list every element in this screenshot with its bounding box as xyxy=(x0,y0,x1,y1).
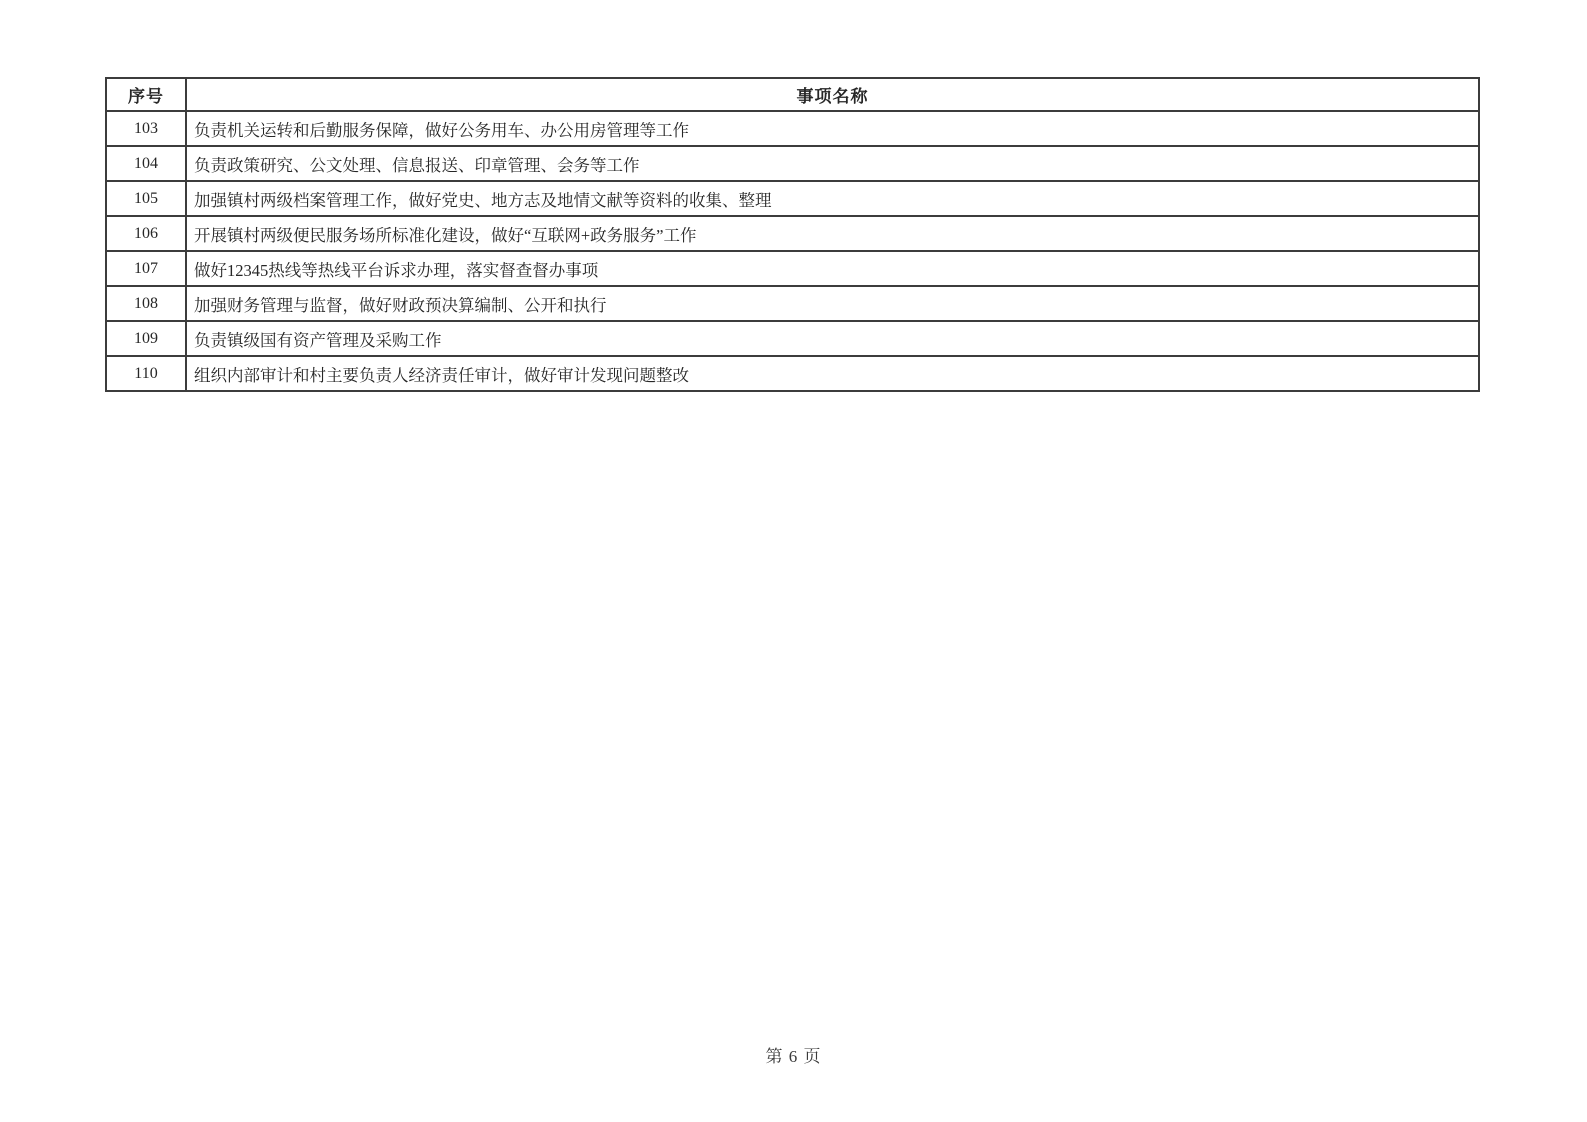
row-name: 负责镇级国有资产管理及采购工作 xyxy=(186,321,1479,356)
row-number: 105 xyxy=(106,181,186,216)
table-row xyxy=(106,356,1479,391)
row-number: 107 xyxy=(106,251,186,286)
row-number: 103 xyxy=(106,111,186,146)
table-row xyxy=(106,216,1479,251)
row-number: 104 xyxy=(106,146,186,181)
row-name: 组织内部审计和村主要负责人经济责任审计，做好审计发现问题整改 xyxy=(186,356,1479,391)
table-row xyxy=(106,181,1479,216)
table-row xyxy=(106,146,1479,181)
table-row xyxy=(106,251,1479,286)
items-table xyxy=(105,77,1480,392)
row-name: 做好12345热线等热线平台诉求办理，落实督查督办事项 xyxy=(186,251,1479,286)
table-row xyxy=(106,321,1479,356)
table-row xyxy=(106,111,1479,146)
row-name: 负责机关运转和后勤服务保障，做好公务用车、办公用房管理等工作 xyxy=(186,111,1479,146)
row-number: 106 xyxy=(106,216,186,251)
column-header-name: 事项名称 xyxy=(186,78,1479,111)
row-name: 加强镇村两级档案管理工作，做好党史、地方志及地情文献等资料的收集、整理 xyxy=(186,181,1479,216)
row-number: 110 xyxy=(106,356,186,391)
page-number: 第 6 页 xyxy=(765,1047,822,1066)
row-name: 负责政策研究、公文处理、信息报送、印章管理、会务等工作 xyxy=(186,146,1479,181)
row-name: 加强财务管理与监督，做好财政预决算编制、公开和执行 xyxy=(186,286,1479,321)
table-row xyxy=(106,286,1479,321)
column-header-number: 序号 xyxy=(106,78,186,111)
table-body xyxy=(106,111,1479,391)
row-number: 109 xyxy=(106,321,186,356)
row-number: 108 xyxy=(106,286,186,321)
table-header-row xyxy=(106,78,1479,111)
row-name: 开展镇村两级便民服务场所标准化建设，做好“互联网+政务服务”工作 xyxy=(186,216,1479,251)
